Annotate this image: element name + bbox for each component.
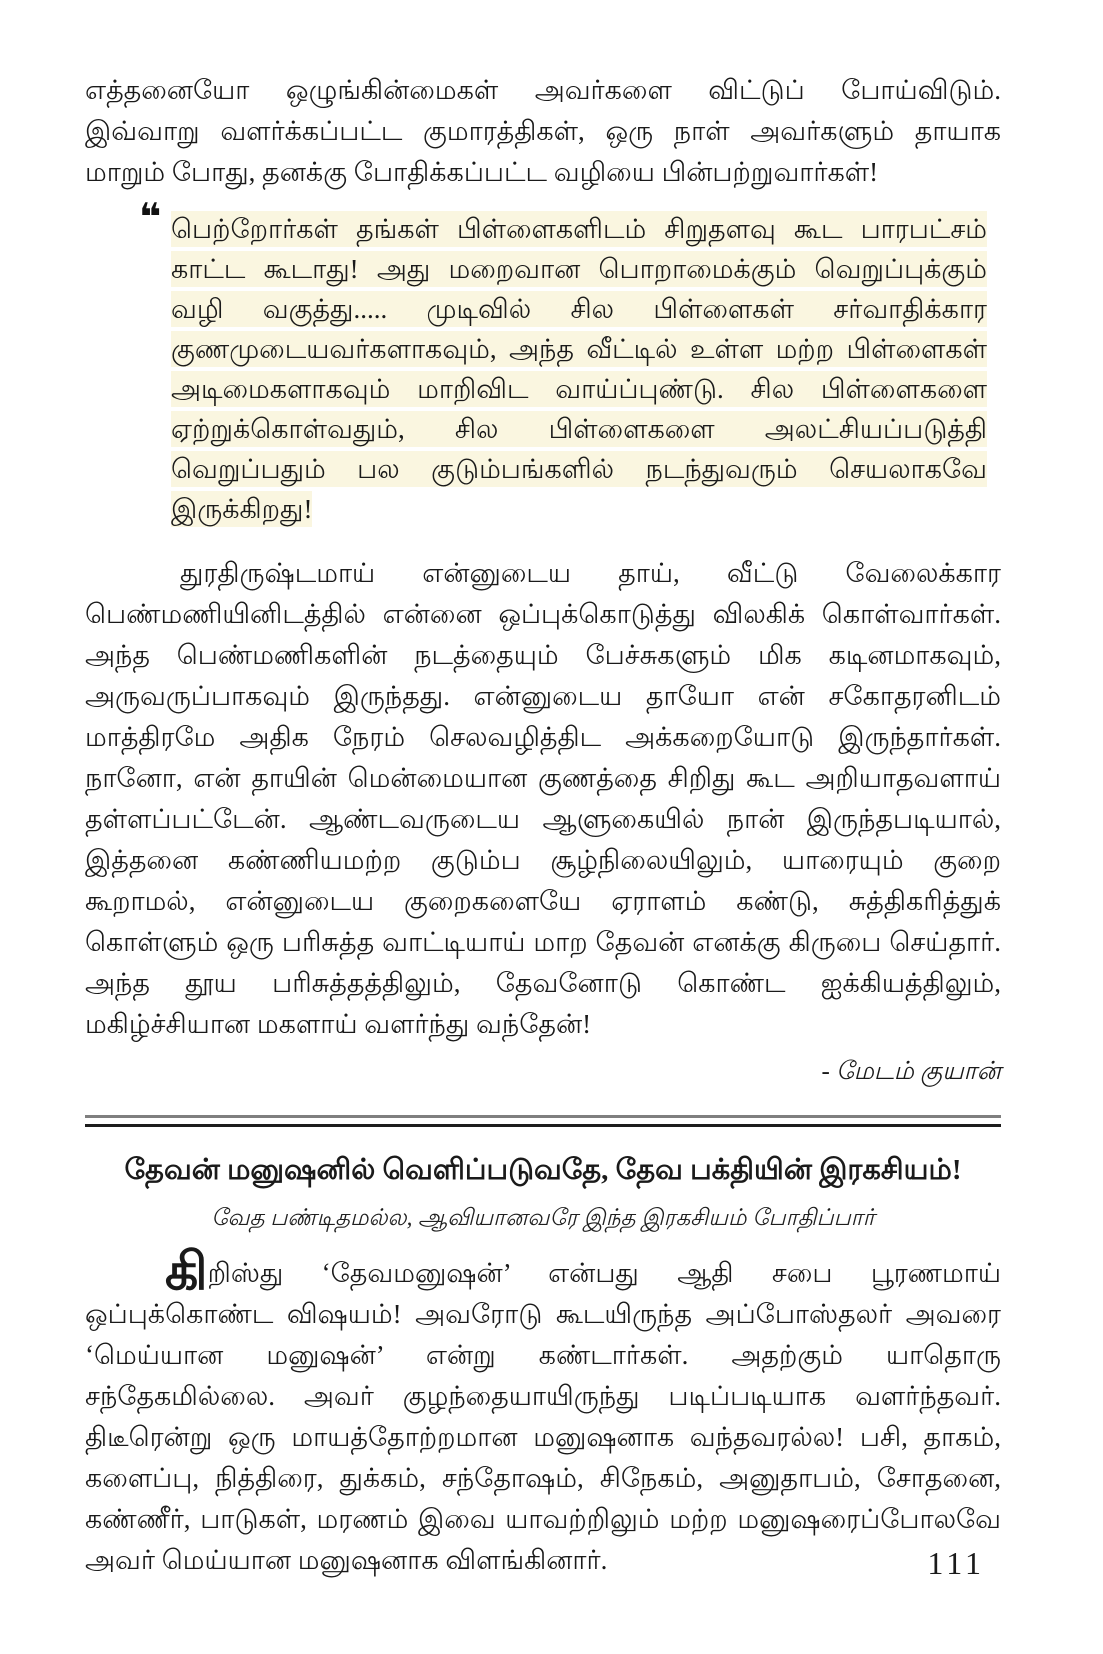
page-content xyxy=(85,70,1001,1581)
divider-top-rule xyxy=(85,1115,1001,1118)
quote-highlighted-text: பெற்றோர்கள் தங்கள் பிள்ளைகளிடம் சிறுதளவு கூட பாரபட்சம் காட்ட கூடாது! அது மறைவான பொறாமைக்கும் வெறுப்புக்கும் வழி வகுத்து..... முடிவில் சில பிள்ளைகள் சர்வாதிக்கார குணமுடையவர்களாகவும், அந்த வீட்டில் உள்ள மற்ற பிள்ளைகள் அடிமைகளாகவும் மாறிவிட வாய்ப்புண்டு. சில பிள்ளைகளை ஏற்றுக்கொள்வதும், சில பிள்ளைகளை அலட்சியப்படுத்தி வெறுப்பதும் பல குடும்பங்களில் நடந்துவரும் செயலாகவே இருக்கிறது! xyxy=(171,211,987,527)
section-subtitle: வேத பண்டிதமல்ல, ஆவியானவரே இந்த இரகசியம் போதிப்பார் xyxy=(211,1205,875,1230)
divider-bottom-rule xyxy=(85,1124,1001,1127)
section-divider xyxy=(85,1115,1001,1127)
quote-block xyxy=(139,195,987,529)
drop-cap: கி xyxy=(165,1244,208,1301)
memoir-paragraph: துரதிருஷ்டமாய் என்னுடைய தாய், வீட்டு வேலைக்கார பெண்மணியினிடத்தில் என்னை ஒப்புக்கொடுத்து விலகிக் கொள்வார்கள். அந்த பெண்மணிகளின் நடத்தையும் பேச்சுகளும் மிக கடினமாகவும், அருவருப்பாகவும் இருந்தது. என்னுடைய தாயோ என் சகோதரனிடம் மாத்திரமே அதிக நேரம் செலவழித்திட அக்கறையோடு இருந்தார்கள். நானோ, என் தாயின் மென்மையான குணத்தை சிறிது கூட அறியாதவளாய் தள்ளப்பட்டேன். ஆண்டவருடைய ஆளுகையில் நான் இருந்தபடியால், இத்தனை கண்ணியமற்ற குடும்ப சூழ்நிலையிலும், யாரையும் குறை கூறாமல், என்னுடைய குறைகளையே ஏராளம் கண்டு, சுத்திகரித்துக் கொள்ளும் ஒரு பரிசுத்த வாட்டியாய் மாற தேவன் எனக்கு கிருபை செய்தார். அந்த தூய பரிசுத்தத்திலும், தேவனோடு கொண்ட ஐக்கியத்திலும், மகிழ்ச்சியான மகளாய் வளர்ந்து வந்தேன்! xyxy=(85,558,1001,1039)
attribution: - மேடம் குயான் xyxy=(821,1058,1001,1085)
quote-mark-icon: ❝ xyxy=(139,195,162,239)
page-number: 111 xyxy=(927,1545,985,1581)
section-heading: தேவன் மனுஷனில் வெளிப்படுவதே, தேவ பக்தியின் இரகசியம்! xyxy=(124,1154,962,1186)
body-paragraph xyxy=(85,1244,1001,1581)
body-paragraph-text: றிஸ்து ‘தேவமனுஷன்’ என்பது ஆதி சபை பூரணமாய் ஒப்புக்கொண்ட விஷயம்! அவரோடு கூடயிருந்த அப்போஸ்தலர் அவரை ‘மெய்யான மனுஷன்’ என்று கண்டார்கள். அதற்கும் யாதொரு சந்தேகமில்லை. அவர் குழந்தையாயிருந்து படிப்படியாக வளர்ந்தவர். திடீரென்று ஒரு மாயத்தோற்றமான மனுஷனாக வந்தவரல்ல! பசி, தாகம், களைப்பு, நித்திரை, துக்கம், சந்தோஷம், சிநேகம், அனுதாபம், சோதனை, கண்ணீர், பாடுகள், மரணம் இவை யாவற்றிலும் மற்ற மனுஷரைப்போலவே அவர் மெய்யான மனுஷனாக விளங்கினார். xyxy=(85,1258,1001,1575)
intro-paragraph: எத்தனையோ ஒழுங்கின்மைகள் அவர்களை விட்டுப் போய்விடும். இவ்வாறு வளர்க்கப்பட்ட குமாரத்திகள், ஒரு நாள் அவர்களும் தாயாக மாறும் போது, தனக்கு போதிக்கப்பட்ட வழியை பின்பற்றுவார்கள்! xyxy=(85,75,1001,187)
quote-paragraph xyxy=(171,209,987,529)
